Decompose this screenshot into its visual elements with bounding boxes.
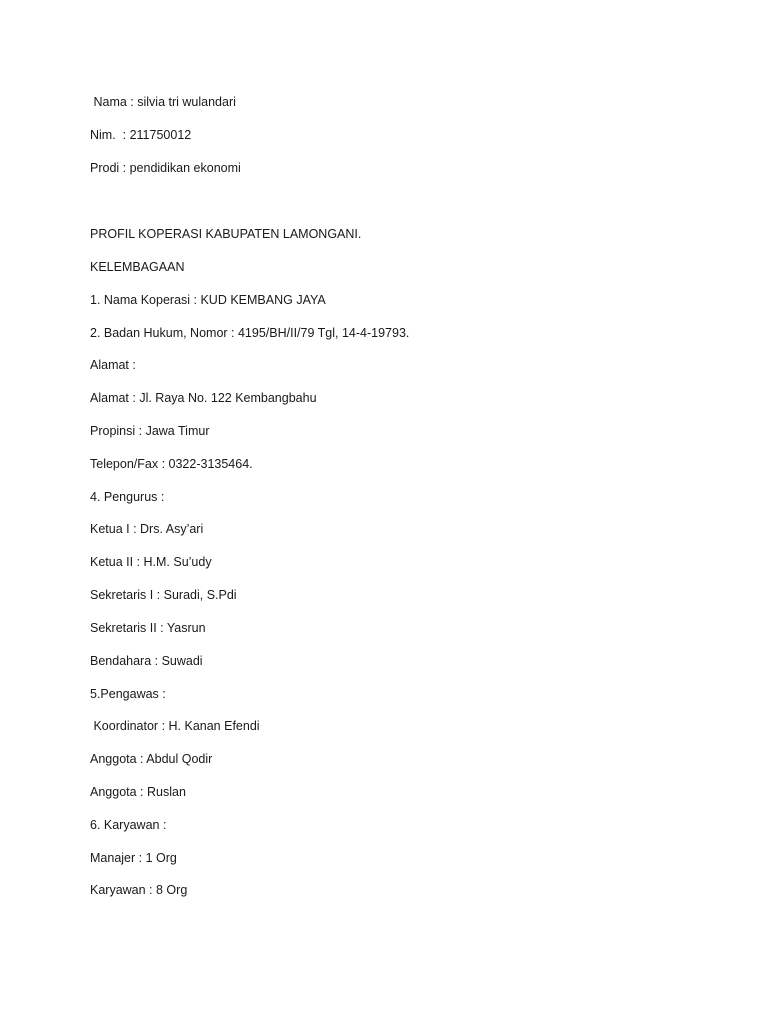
- address-heading: Alamat :: [90, 358, 136, 372]
- student-prodi-line: Prodi : pendidikan ekonomi: [90, 161, 241, 175]
- coordinator-line: Koordinator : H. Kanan Efendi: [90, 719, 260, 733]
- management-heading: 4. Pengurus :: [90, 490, 165, 504]
- section-heading: KELEMBAGAAN: [90, 260, 185, 274]
- phone-fax-line: Telepon/Fax : 0322-3135464.: [90, 457, 253, 471]
- secretary-2-line: Sekretaris II : Yasrun: [90, 621, 206, 635]
- treasurer-line: Bendahara : Suwadi: [90, 654, 203, 668]
- supervisors-heading: 5.Pengawas :: [90, 687, 166, 701]
- legal-entity-line: 2. Badan Hukum, Nomor : 4195/BH/II/79 Tgl, 14-4-19793.: [90, 326, 410, 340]
- secretary-1-line: Sekretaris I : Suradi, S.Pdi: [90, 588, 237, 602]
- member-1-line: Anggota : Abdul Qodir: [90, 752, 213, 766]
- chairman-2-line: Ketua II : H.M. Su’udy: [90, 555, 212, 569]
- cooperative-name-line: 1. Nama Koperasi : KUD KEMBANG JAYA: [90, 293, 326, 307]
- address-line: Alamat : Jl. Raya No. 122 Kembangbahu: [90, 391, 317, 405]
- province-line: Propinsi : Jawa Timur: [90, 424, 210, 438]
- chairman-1-line: Ketua I : Drs. Asy’ari: [90, 522, 204, 536]
- student-name-line: Nama : silvia tri wulandari: [90, 95, 236, 109]
- document-title: PROFIL KOPERASI KABUPATEN LAMONGANI.: [90, 227, 362, 241]
- student-nim-line: Nim. : 211750012: [90, 128, 192, 142]
- manager-count-line: Manajer : 1 Org: [90, 851, 177, 865]
- employee-count-line: Karyawan : 8 Org: [90, 883, 188, 897]
- member-2-line: Anggota : Ruslan: [90, 785, 186, 799]
- employees-heading: 6. Karyawan :: [90, 818, 167, 832]
